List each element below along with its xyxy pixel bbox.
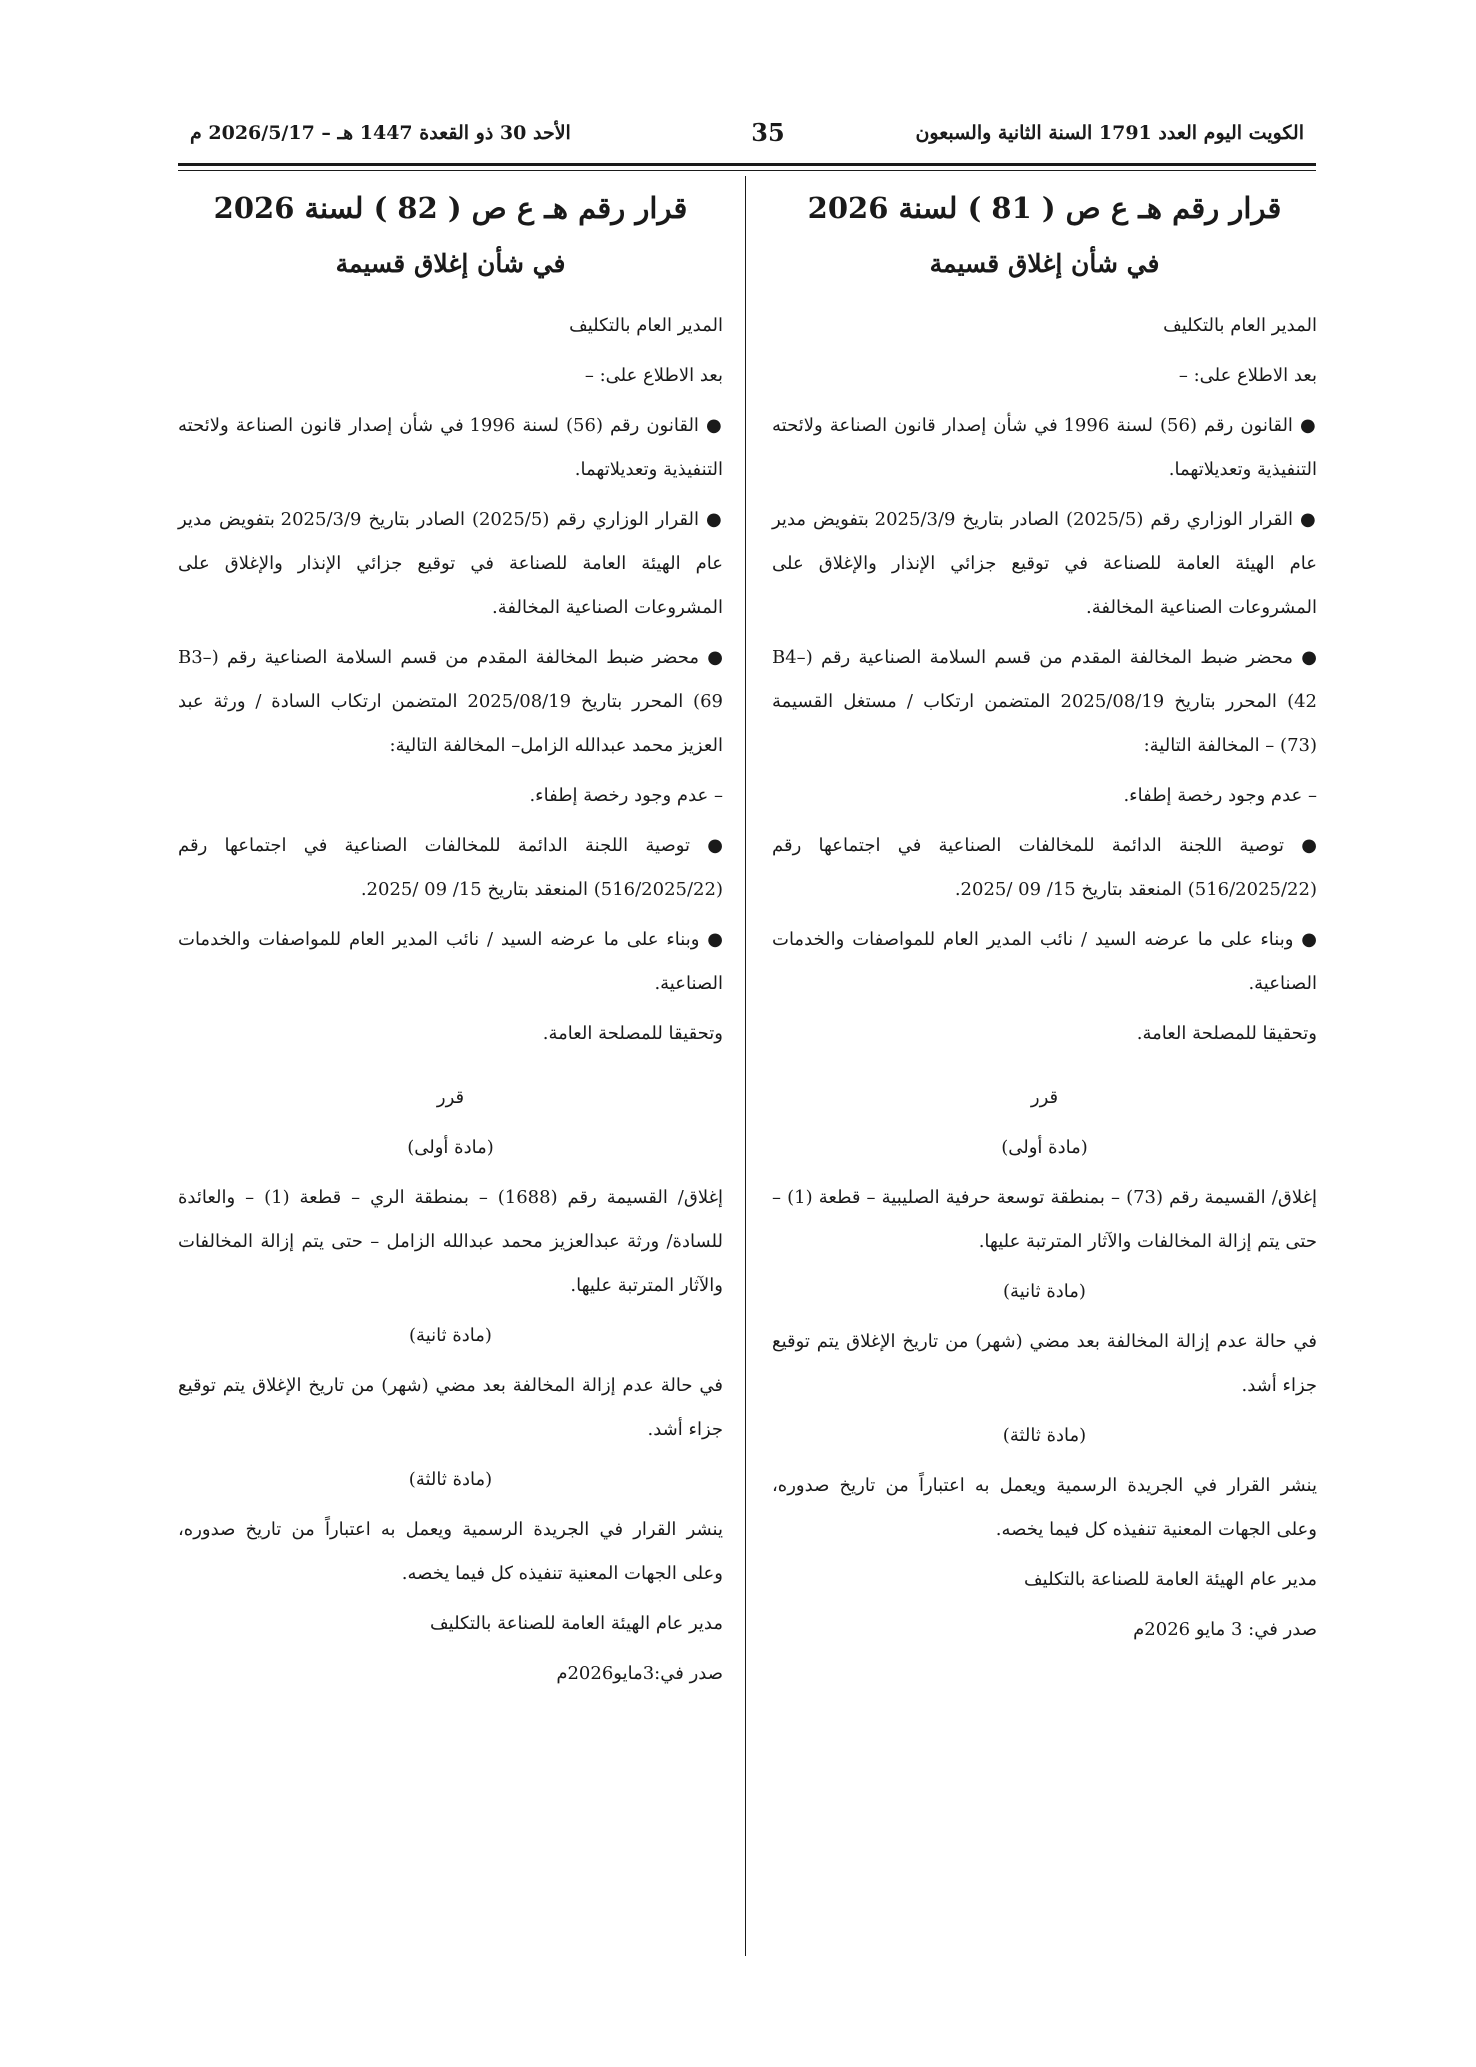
decision-81-article2-heading: (مادة ثانية)	[1003, 1281, 1086, 1302]
decision-81-title: قرار رقم هـ ع ص ( 81 ) لسنة 2026	[807, 191, 1282, 225]
decision-82-line: ● توصية اللجنة الدائمة للمخالفات الصناعية في اجتماعها رقم (516/2025/22) المنعقد بتاريخ 15/ 09 /2025.	[178, 835, 723, 900]
decision-81-article1-text: إغلاق/ القسيمة رقم (73) – بمنطقة توسعة حرفية الصليبية – قطعة (1) – حتى يتم إزالة المخالفات والآثار المترتبة عليها.	[772, 1187, 1317, 1252]
decision-81-subtitle: في شأن إغلاق قسيمة	[929, 249, 1160, 278]
decision-81-decided: قرر	[1030, 1087, 1059, 1108]
decision-81-article1-heading: (مادة أولى)	[1001, 1137, 1088, 1158]
decision-81-line: ● توصية اللجنة الدائمة للمخالفات الصناعية في اجتماعها رقم (516/2025/22) المنعقد بتاريخ 15/ 09 /2025.	[772, 835, 1317, 900]
decision-81-column	[772, 180, 1317, 1658]
decision-82-signature: مدير عام الهيئة العامة للصناعة بالتكليف	[430, 1613, 723, 1634]
header-date: الأحد 30 ذو القعدة 1447 هـ – 2026/5/17 م	[190, 122, 571, 144]
decision-82-issued: صدر في:3مايو2026م	[556, 1663, 723, 1684]
decision-82-line: ● القانون رقم (56) لسنة 1996 في شأن إصدار قانون الصناعة ولائحته التنفيذية وتعديلاتهما.	[178, 415, 724, 480]
decision-81-issued: صدر في: 3 مايو 2026م	[1133, 1619, 1317, 1640]
decision-82-article3-heading: (مادة ثالثة)	[408, 1469, 493, 1490]
decision-82-line: ● وبناء على ما عرضه السيد / نائب المدير العام للمواصفات والخدمات الصناعية.	[178, 929, 723, 994]
decision-81-line: ● وبناء على ما عرضه السيد / نائب المدير العام للمواصفات والخدمات الصناعية.	[772, 929, 1317, 994]
page-number: 35	[751, 118, 785, 147]
decision-81-line: وتحقيقا للمصلحة العامة.	[1136, 1023, 1317, 1044]
decision-81-line: بعد الاطلاع على: –	[1178, 365, 1317, 386]
header-rule-thick	[178, 163, 1316, 166]
decision-81-line: المدير العام بالتكليف	[1163, 315, 1317, 336]
decision-81-article3-text: ينشر القرار في الجريدة الرسمية ويعمل به اعتباراً من تاريخ صدوره، وعلى الجهات المعنية تنفيذه كل فيما يخصه.	[772, 1475, 1317, 1540]
decision-81-line: – عدم وجود رخصة إطفاء.	[1123, 785, 1317, 806]
decision-81-line: ● القانون رقم (56) لسنة 1996 في شأن إصدار قانون الصناعة ولائحته التنفيذية وتعديلاتهما.	[772, 415, 1318, 480]
decision-81-line: ● محضر ضبط المخالفة المقدم من قسم السلامة الصناعية رقم (B4–42) المحرر بتاريخ 2025/08/19 المتضمن ارتكاب / مستغل القسيمة (73) – المخالفة التالية:	[772, 647, 1317, 756]
decision-82-line: وتحقيقا للمصلحة العامة.	[542, 1023, 723, 1044]
decision-81-article3-heading: (مادة ثالثة)	[1002, 1425, 1087, 1446]
decision-82-decided: قرر	[436, 1087, 465, 1108]
decision-82-subtitle: في شأن إغلاق قسيمة	[335, 249, 566, 278]
decision-82-article1-heading: (مادة أولى)	[407, 1137, 494, 1158]
decision-82-article2-text: في حالة عدم إزالة المخالفة بعد مضي (شهر) من تاريخ الإغلاق يتم توقيع جزاء أشد.	[178, 1375, 723, 1440]
decision-82-line: بعد الاطلاع على: –	[584, 365, 723, 386]
decision-81-line: ● القرار الوزاري رقم (2025/5) الصادر بتاريخ 2025/3/9 بتفويض مدير عام الهيئة العامة للصناعة في توقيع جزائي الإنذار والإغلاق على المشروعات الصناعية المخالفة.	[772, 509, 1317, 618]
decision-82-line: – عدم وجود رخصة إطفاء.	[529, 785, 723, 806]
decision-81-article2-text: في حالة عدم إزالة المخالفة بعد مضي (شهر) من تاريخ الإغلاق يتم توقيع جزاء أشد.	[772, 1331, 1317, 1396]
decision-82-article2-heading: (مادة ثانية)	[409, 1325, 492, 1346]
decision-82-column	[178, 180, 723, 1702]
decision-82-line: المدير العام بالتكليف	[569, 315, 723, 336]
header-rule-thin	[178, 170, 1316, 171]
decision-82-article1-text: إغلاق/ القسيمة رقم (1688) – بمنطقة الري – قطعة (1) – والعائدة للسادة/ ورثة عبدالعزيز محمد عبدالله الزامل – حتى يتم إزالة المخالفات والآثار المترتبة عليها.	[178, 1187, 723, 1296]
column-divider	[745, 176, 746, 1956]
decision-82-article3-text: ينشر القرار في الجريدة الرسمية ويعمل به اعتباراً من تاريخ صدوره، وعلى الجهات المعنية تنفيذه كل فيما يخصه.	[178, 1519, 723, 1584]
decision-82-title: قرار رقم هـ ع ص ( 82 ) لسنة 2026	[213, 191, 688, 225]
decision-82-line: ● القرار الوزاري رقم (2025/5) الصادر بتاريخ 2025/3/9 بتفويض مدير عام الهيئة العامة للصناعة في توقيع جزائي الإنذار والإغلاق على المشروعات الصناعية المخالفة.	[178, 509, 723, 618]
page-header	[178, 118, 1316, 158]
decision-81-signature: مدير عام الهيئة العامة للصناعة بالتكليف	[1024, 1569, 1317, 1590]
decision-82-line: ● محضر ضبط المخالفة المقدم من قسم السلامة الصناعية رقم (B3–69) المحرر بتاريخ 2025/08/19 المتضمن ارتكاب السادة / ورثة عبد العزيز محمد عبدالله الزامل– المخالفة التالية:	[178, 647, 723, 756]
header-issue-info: الكويت اليوم العدد 1791 السنة الثانية والسبعون	[915, 122, 1304, 144]
